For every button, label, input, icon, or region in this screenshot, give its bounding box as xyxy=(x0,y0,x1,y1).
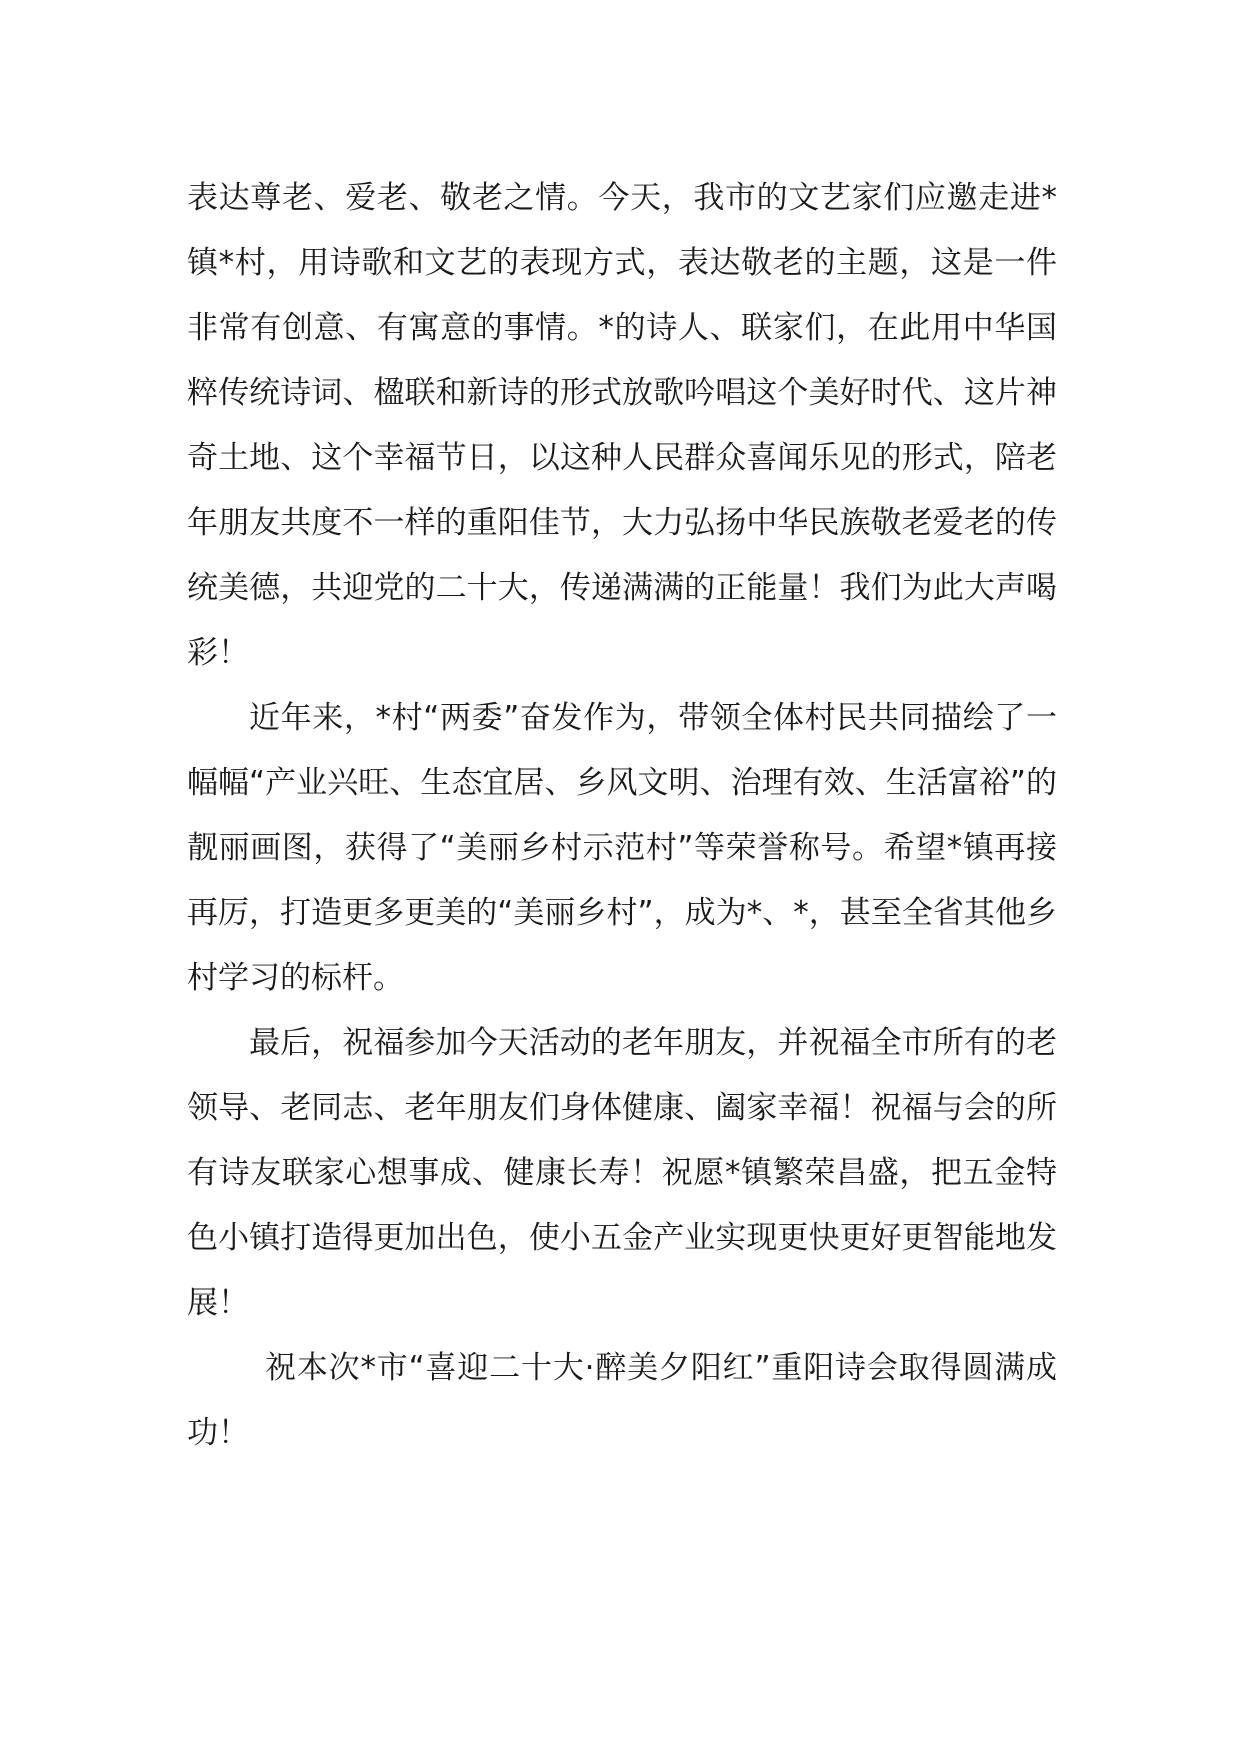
document-body xyxy=(187,166,1057,1466)
paragraph-village-achievements: 近年来，*村“两委”奋发作为，带领全体村民共同描绘了一幅幅“产业兴旺、生态宜居、乡风文明、治理有效、生活富裕”的靓丽画图，获得了“美丽乡村示范村”等荣誉称号。希望*镇再接再厉，打造更多更美的“美丽乡村”，成为*、*，甚至全省其他乡村学习的标杆。 xyxy=(187,700,1057,996)
paragraph-continuation: 表达尊老、爱老、敬老之情。今天，我市的文艺家们应邀走进*镇*村，用诗歌和文艺的表现方式，表达敬老的主题，这是一件非常有创意、有寓意的事情。*的诗人、联家们，在此用中华国粹传统诗词、楹联和新诗的形式放歌吟唱这个美好时代、这片神奇土地、这个幸福节日，以这种人民群众喜闻乐见的形式，陪老年朋友共度不一样的重阳佳节，大力弘扬中华民族敬老爱老的传统美德，共迎党的二十大，传递满满的正能量！我们为此大声喝彩！ xyxy=(187,180,1057,671)
paragraph-closing-wish: 祝本次*市“喜迎二十大·醉美夕阳红”重阳诗会取得圆满成功！ xyxy=(187,1350,1057,1451)
paragraph-blessings: 最后，祝福参加今天活动的老年朋友，并祝福全市所有的老领导、老同志、老年朋友们身体健康、阖家幸福！祝福与会的所有诗友联家心想事成、健康长寿！祝愿*镇繁荣昌盛，把五金特色小镇打造得更加出色，使小五金产业实现更快更好更智能地发展！ xyxy=(187,1025,1057,1321)
